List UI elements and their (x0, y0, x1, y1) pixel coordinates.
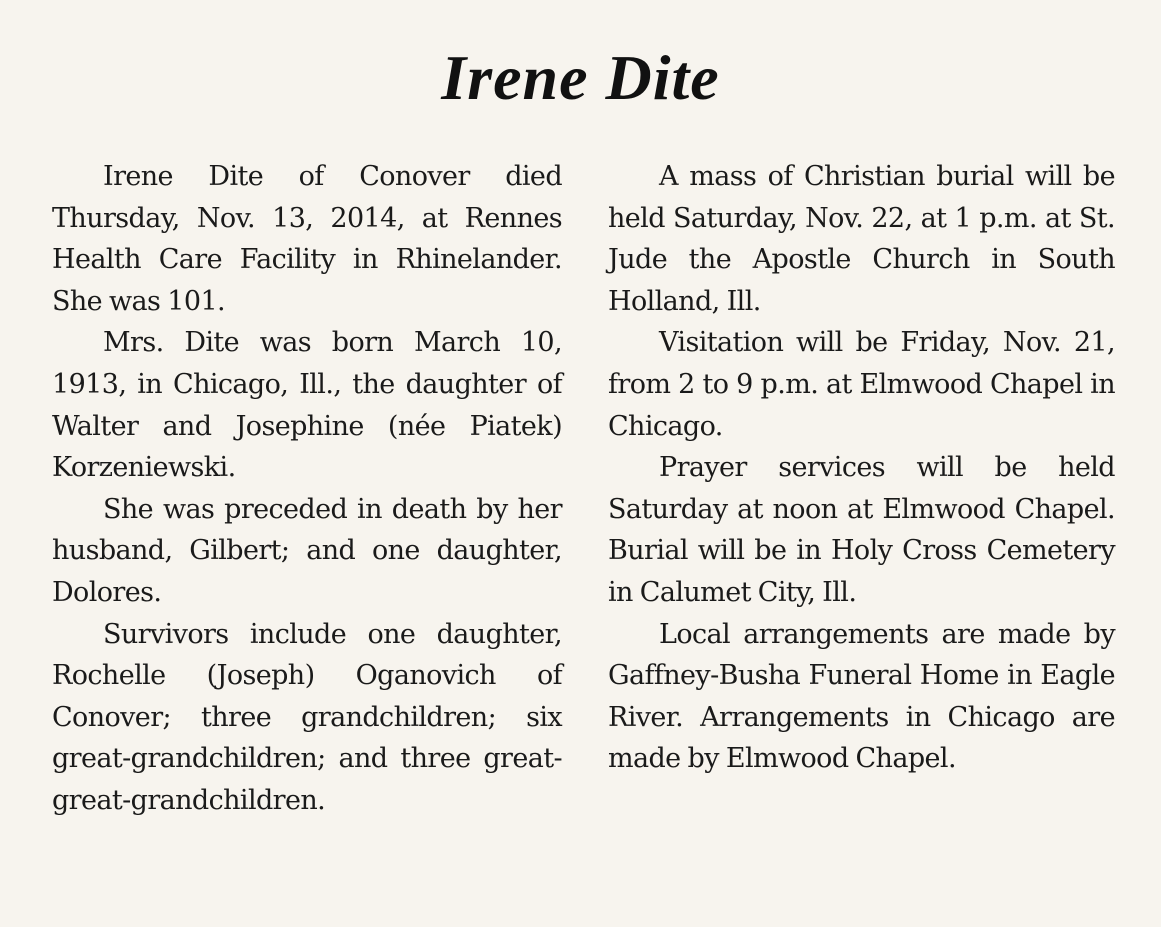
obituary-title: Irene Dite (441, 42, 720, 113)
paragraph-survivors: Survivors include one daughter, Rochelle (Joseph) Oganovich of Conover; three grandchildren; six great-grandchildren; and three great-great-grandchildren. (52, 618, 562, 816)
paragraph-arrangements: Local arrangements are made by Gaffney-Busha Funeral Home in Eagle River. Arrangements in Chicago are made by Elmwood Chapel. (608, 618, 1115, 775)
left-column (52, 156, 562, 822)
paragraph-death-notice: Irene Dite of Conover died Thursday, Nov. 13, 2014, at Rennes Health Care Facility in Rhinelander. She was 101. (52, 161, 562, 317)
right-column (608, 156, 1115, 780)
paragraph-prayer-services: Prayer services will be held Saturday at noon at Elmwood Chapel. Burial will be in Holy Cross Cemetery in Calumet City, Ill. (608, 452, 1115, 608)
paragraph-visitation: Visitation will be Friday, Nov. 21, from 2 to 9 p.m. at Elmwood Chapel in Chicago. (608, 327, 1115, 442)
paragraph-mass: A mass of Christian burial will be held Saturday, Nov. 22, at 1 p.m. at St. Jude the Apostle Church in South Holland, Ill. (608, 161, 1115, 317)
paragraph-birth: Mrs. Dite was born March 10, 1913, in Chicago, Ill., the daughter of Walter and Josephine (née Piatek) Korzeniewski. (52, 327, 562, 484)
paragraph-preceded-in-death: She was preceded in death by her husband, Gilbert; and one daughter, Dolores. (52, 493, 562, 608)
